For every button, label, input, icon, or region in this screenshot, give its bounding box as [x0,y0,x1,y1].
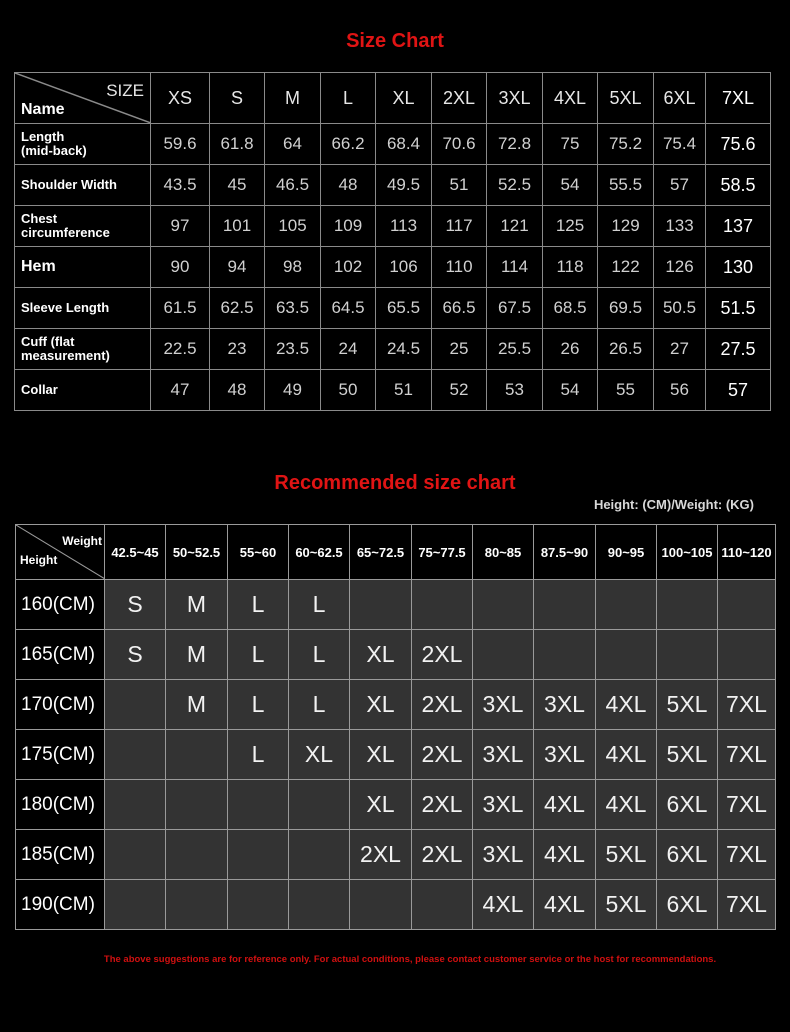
size-row [15,247,771,288]
recommended-size-cell: 5XL [657,730,718,780]
recommended-size-cell [473,630,534,680]
height-label: 160(CM) [16,580,105,630]
measurement-value: 24.5 [376,329,432,370]
measurement-value: 102 [321,247,376,288]
measurement-value: 69.5 [598,288,654,329]
size-corner-cell [15,73,151,124]
recommended-size-cell: 2XL [412,780,473,830]
weight-header: 80~85 [473,525,534,580]
recommended-size-cell: XL [350,730,412,780]
recommended-size-cell: 6XL [657,830,718,880]
measurement-value: 52 [432,370,487,411]
weight-header: 42.5~45 [105,525,166,580]
height-row [16,880,776,930]
height-row [16,730,776,780]
recommended-size-cell: 3XL [473,780,534,830]
recommended-size-cell: L [228,730,289,780]
weight-header: 60~62.5 [289,525,350,580]
measurement-value: 94 [210,247,265,288]
recommended-size-cell: XL [350,630,412,680]
measurement-value: 64 [265,124,321,165]
recommended-size-cell: 4XL [596,780,657,830]
recommended-size-table [15,524,776,930]
recommended-size-cell: 5XL [596,880,657,930]
size-row [15,288,771,329]
recommended-size-cell [596,630,657,680]
measurement-value: 126 [654,247,706,288]
weight-header: 100~105 [657,525,718,580]
size-header: 4XL [543,73,598,124]
size-header: 3XL [487,73,543,124]
measurement-value: 59.6 [151,124,210,165]
size-header: S [210,73,265,124]
recommended-size-cell: 3XL [473,680,534,730]
measurement-value: 106 [376,247,432,288]
recommended-size-cell [105,830,166,880]
measurement-value: 118 [543,247,598,288]
size-header: 7XL [706,73,771,124]
recommended-size-cell: XL [350,680,412,730]
measurement-value: 63.5 [265,288,321,329]
size-row [15,329,771,370]
measurement-value: 75.4 [654,124,706,165]
measurement-value: 27.5 [706,329,771,370]
size-chart-table [14,72,771,411]
weight-header-row [16,525,776,580]
recommended-size-cell: 3XL [473,730,534,780]
measurement-value: 47 [151,370,210,411]
measurement-value: 26 [543,329,598,370]
recommended-size-cell [166,830,228,880]
measurement-value: 50.5 [654,288,706,329]
units-note: Height: (CM)/Weight: (KG) [593,497,754,512]
weight-header: 65~72.5 [350,525,412,580]
corner-name-label: Name [21,101,65,118]
recommended-size-cell [350,580,412,630]
measurement-value: 49 [265,370,321,411]
measurement-value: 54 [543,370,598,411]
measurement-value: 61.5 [151,288,210,329]
measurement-name: Collar [15,370,151,411]
measurement-name: Length (mid-back) [15,124,151,165]
recommended-size-cell [596,580,657,630]
recommended-size-cell: 7XL [718,730,776,780]
recommended-size-cell [228,880,289,930]
measurement-value: 66.2 [321,124,376,165]
measurement-value: 113 [376,206,432,247]
measurement-value: 122 [598,247,654,288]
measurement-value: 57 [654,165,706,206]
weight-header: 87.5~90 [534,525,596,580]
height-label: 185(CM) [16,830,105,880]
measurement-value: 110 [432,247,487,288]
recommended-size-cell [289,830,350,880]
recommended-size-cell: L [228,630,289,680]
measurement-value: 23 [210,329,265,370]
recommended-size-cell: L [289,630,350,680]
recommended-size-cell: XL [289,730,350,780]
recommended-size-cell: 2XL [412,630,473,680]
recommended-size-cell: S [105,580,166,630]
recommended-size-cell: 3XL [534,680,596,730]
height-label: 170(CM) [16,680,105,730]
measurement-value: 61.8 [210,124,265,165]
measurement-value: 97 [151,206,210,247]
recommended-size-cell: 3XL [473,830,534,880]
measurement-value: 54 [543,165,598,206]
size-header: XL [376,73,432,124]
recommended-size-cell [657,630,718,680]
corner-height-label: Height [20,553,58,567]
height-row [16,580,776,630]
measurement-value: 51.5 [706,288,771,329]
recommended-size-cell [105,880,166,930]
measurement-value: 66.5 [432,288,487,329]
recommended-size-cell: 6XL [657,880,718,930]
measurement-value: 75 [543,124,598,165]
measurement-value: 125 [543,206,598,247]
recommended-size-cell: M [166,580,228,630]
measurement-value: 25 [432,329,487,370]
recommended-size-cell: S [105,630,166,680]
recommended-size-cell [289,780,350,830]
measurement-value: 117 [432,206,487,247]
disclaimer-footnote: The above suggestions are for reference only. For actual conditions, please contact customer service or the host for recommendations. [103,954,717,965]
measurement-value: 72.8 [487,124,543,165]
size-header: XS [151,73,210,124]
height-row [16,680,776,730]
recommended-size-cell: 7XL [718,680,776,730]
measurement-value: 105 [265,206,321,247]
weight-header: 110~120 [718,525,776,580]
recommended-size-cell [350,880,412,930]
recommended-size-cell: 3XL [534,730,596,780]
height-label: 175(CM) [16,730,105,780]
measurement-value: 53 [487,370,543,411]
height-label: 180(CM) [16,780,105,830]
height-row [16,780,776,830]
measurement-value: 68.5 [543,288,598,329]
weight-header: 75~77.5 [412,525,473,580]
recommended-size-cell: 2XL [412,830,473,880]
measurement-value: 27 [654,329,706,370]
measurement-value: 48 [321,165,376,206]
measurement-value: 48 [210,370,265,411]
recommended-size-cell: 4XL [596,680,657,730]
size-chart-title: Size Chart [346,30,444,52]
recommended-size-cell [166,780,228,830]
recommended-size-cell [105,680,166,730]
measurement-name: Cuff (flat measurement) [15,329,151,370]
measurement-value: 45 [210,165,265,206]
measurement-value: 129 [598,206,654,247]
recommended-size-cell [105,780,166,830]
recommended-size-cell: M [166,680,228,730]
recommended-size-cell [166,730,228,780]
recommended-size-cell: 4XL [534,780,596,830]
recommended-size-cell [105,730,166,780]
recommended-size-cell [534,580,596,630]
rec-corner-cell [16,525,105,580]
corner-weight-label: Weight [62,534,102,548]
recommended-size-cell: 5XL [657,680,718,730]
height-row [16,830,776,880]
recommended-size-cell: 2XL [412,730,473,780]
size-header: M [265,73,321,124]
measurement-value: 64.5 [321,288,376,329]
recommended-size-cell: XL [350,780,412,830]
measurement-value: 51 [376,370,432,411]
recommended-size-cell [473,580,534,630]
recommended-size-cell: L [228,580,289,630]
recommended-size-cell: 7XL [718,880,776,930]
weight-header: 90~95 [596,525,657,580]
measurement-value: 133 [654,206,706,247]
measurement-value: 101 [210,206,265,247]
measurement-value: 98 [265,247,321,288]
recommended-size-cell: L [228,680,289,730]
recommended-size-cell: L [289,680,350,730]
measurement-name: Hem [15,247,151,288]
measurement-value: 75.2 [598,124,654,165]
measurement-value: 52.5 [487,165,543,206]
size-row [15,206,771,247]
recommended-size-cell: 4XL [534,830,596,880]
corner-size-label: SIZE [106,81,144,100]
measurement-value: 51 [432,165,487,206]
recommended-size-cell [412,580,473,630]
measurement-value: 114 [487,247,543,288]
recommended-size-cell [228,780,289,830]
recommended-size-cell: 7XL [718,830,776,880]
measurement-value: 56 [654,370,706,411]
recommended-size-cell [228,830,289,880]
measurement-value: 43.5 [151,165,210,206]
measurement-value: 62.5 [210,288,265,329]
measurement-value: 68.4 [376,124,432,165]
measurement-value: 46.5 [265,165,321,206]
measurement-value: 55.5 [598,165,654,206]
height-label: 165(CM) [16,630,105,680]
recommended-size-cell: 6XL [657,780,718,830]
size-header: 2XL [432,73,487,124]
recommended-size-cell [657,580,718,630]
recommended-size-cell: 5XL [596,830,657,880]
size-row [15,124,771,165]
measurement-value: 70.6 [432,124,487,165]
size-header-row [15,73,771,124]
measurement-value: 57 [706,370,771,411]
measurement-value: 58.5 [706,165,771,206]
weight-header: 50~52.5 [166,525,228,580]
height-label: 190(CM) [16,880,105,930]
measurement-value: 130 [706,247,771,288]
measurement-value: 50 [321,370,376,411]
recommended-size-cell: 4XL [473,880,534,930]
measurement-value: 67.5 [487,288,543,329]
recommended-size-cell: 2XL [412,680,473,730]
size-header: 6XL [654,73,706,124]
size-header: L [321,73,376,124]
size-header: 5XL [598,73,654,124]
recommended-chart-title: Recommended size chart [274,472,516,494]
recommended-size-cell [289,880,350,930]
size-row [15,370,771,411]
weight-header: 55~60 [228,525,289,580]
recommended-size-cell: L [289,580,350,630]
measurement-name: Shoulder Width [15,165,151,206]
recommended-size-cell [718,630,776,680]
recommended-size-cell: 2XL [350,830,412,880]
size-row [15,165,771,206]
measurement-name: Sleeve Length [15,288,151,329]
recommended-size-cell: M [166,630,228,680]
measurement-value: 65.5 [376,288,432,329]
recommended-size-cell: 7XL [718,780,776,830]
measurement-value: 121 [487,206,543,247]
measurement-name: Chest circumference [15,206,151,247]
measurement-value: 75.6 [706,124,771,165]
measurement-value: 24 [321,329,376,370]
measurement-value: 22.5 [151,329,210,370]
recommended-size-cell [166,880,228,930]
measurement-value: 23.5 [265,329,321,370]
recommended-size-cell [534,630,596,680]
recommended-size-cell: 4XL [596,730,657,780]
measurement-value: 109 [321,206,376,247]
measurement-value: 137 [706,206,771,247]
recommended-size-cell [412,880,473,930]
height-row [16,630,776,680]
measurement-value: 25.5 [487,329,543,370]
recommended-size-cell: 4XL [534,880,596,930]
recommended-size-cell [718,580,776,630]
measurement-value: 26.5 [598,329,654,370]
measurement-value: 55 [598,370,654,411]
measurement-value: 90 [151,247,210,288]
measurement-value: 49.5 [376,165,432,206]
